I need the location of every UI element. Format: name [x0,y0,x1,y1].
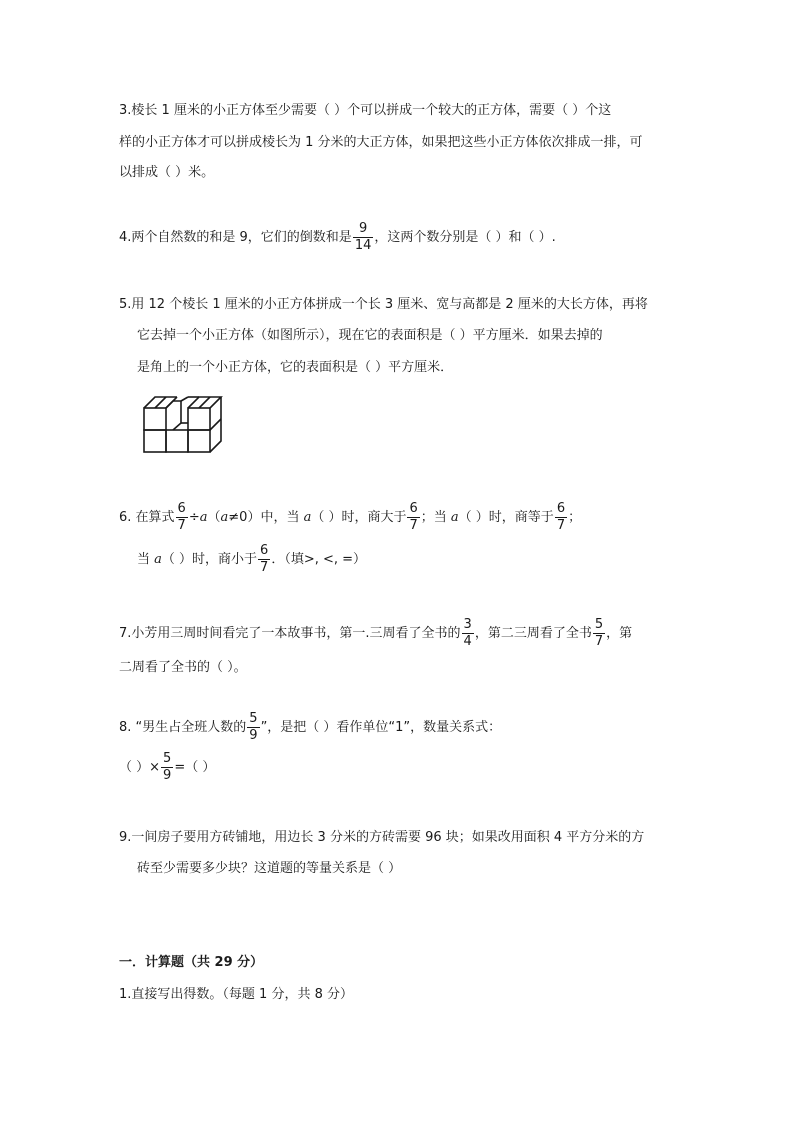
q4-fraction-num: 9 [353,221,374,238]
q8-line-2 [119,750,215,786]
q7-fraction-1-den: 4 [463,634,472,649]
q6-text-f: ；当 [420,510,451,525]
q8-fraction-1-num: 5 [249,711,258,726]
q6-var-5: a [154,552,162,567]
q6-fraction-2-den: 7 [409,518,418,533]
cuboid-figure [140,390,232,460]
q8-fraction-2-num: 5 [163,751,172,766]
q6-text-h: ； [568,510,582,525]
q4-line [119,220,556,256]
q7-fraction-2 [593,617,605,650]
q7-fraction-1-num: 3 [463,617,472,632]
q6-l2-text-a: 当 [137,552,155,567]
q6-fraction-1-den: 7 [177,518,186,533]
q8-fraction-2-den: 9 [163,768,172,783]
q8-text-b: ”，是把（ ）看作单位“1”，数量关系式： [260,720,502,735]
q6-fraction-4-den: 7 [260,560,269,575]
q6-line-1 [119,500,581,536]
q6-text-a: 6. 在算式 [119,510,175,525]
q6-var-2: a [220,510,229,525]
q8-fraction-2 [161,751,173,784]
q7-fraction-1 [462,617,474,650]
q5-line-2: 它去掉一个小正方体（如图所示），现在它的表面积是（ ）平方厘米．如果去掉的 [137,328,603,343]
q4-text-b: ，这两个数分别是（ ）和（ ）. [374,230,556,245]
q6-fraction-3-num: 6 [556,501,566,516]
q3-line-3: 以排成（ ）米。 [119,165,215,180]
q7-fraction-2-num: 5 [594,617,604,632]
q7-text-b: ，第二三周看了全书 [474,626,592,641]
q7-line-2: 二周看了全书的（ ）。 [119,660,247,675]
q8-line-1 [119,710,501,746]
q7-fraction-2-den: 7 [594,634,604,649]
q6-l2-text-b: （ ）时，商小于 [161,552,258,567]
q6-text-g: （ ）时，商等于 [458,510,554,525]
q4-text-a: 4.两个自然数的和是 9，它们的倒数和是 [119,230,352,245]
q6-var-3: a [303,510,312,525]
q9-line-1: 9.一间房子要用方砖铺地，用边长 3 分米的方砖需要 96 块；如果改用面积 4 平方分米的方 [119,830,645,845]
q8-fraction-1-den: 9 [249,728,258,743]
q4-fraction-den: 14 [354,238,372,253]
q6-divide: ÷ [188,510,200,525]
q6-line-2 [137,542,366,578]
q7-text-c: ，第 [606,626,633,641]
q8-l2-text-a: （ ）× [119,760,161,775]
q5-line-1: 5.用 12 个棱长 1 厘米的小正方体拼成一个长 3 厘米、宽与高都是 2 厘米的大长方体，再将 [119,297,648,312]
q6-text-c: （ [207,510,221,525]
q5-line-3: 是角上的一个小正方体，它的表面积是（ ）平方厘米． [137,360,454,375]
q8-l2-text-b: =（ ） [174,760,216,775]
q6-fraction-3 [555,501,567,534]
q8-text-a: 8. “男生占全班人数的 [119,720,247,735]
q6-text-d: ≠0）中，当 [228,510,304,525]
q6-text-e: （ ）时，商大于 [311,510,407,525]
q6-fraction-4 [258,543,270,576]
q6-fraction-1-num: 6 [177,501,186,516]
q6-fraction-4-num: 6 [260,543,269,558]
q4-fraction [353,221,374,254]
q6-fraction-1 [176,501,188,534]
q3-line-1: 3.棱长 1 厘米的小正方体至少需要（ ）个可以拼成一个较大的正方体，需要（ ）个这 [119,103,612,118]
section-title: 一．计算题（共 29 分） [119,955,264,970]
q9-line-2: 砖至少需要多少块？这道题的等量关系是（ ） [137,861,402,876]
q6-var-1: a [199,510,208,525]
section-subtitle: 1.直接写出得数。（每题 1 分，共 8 分） [119,987,353,1002]
q6-fraction-2-num: 6 [409,501,418,516]
q6-fraction-3-den: 7 [556,518,566,533]
q6-l2-text-c: ．（填>, <, =） [271,552,367,567]
q7-text-a: 7.小芳用三周时间看完了一本故事书，第一.三周看了全书的 [119,626,461,641]
q7-line-1 [119,616,632,652]
q6-fraction-2 [407,501,419,534]
q6-var-4: a [450,510,459,525]
q3-line-2: 样的小正方体才可以拼成棱长为 1 分米的大正方体，如果把这些小正方体依次排成一排，可 [119,135,643,150]
q8-fraction-1 [247,711,259,744]
